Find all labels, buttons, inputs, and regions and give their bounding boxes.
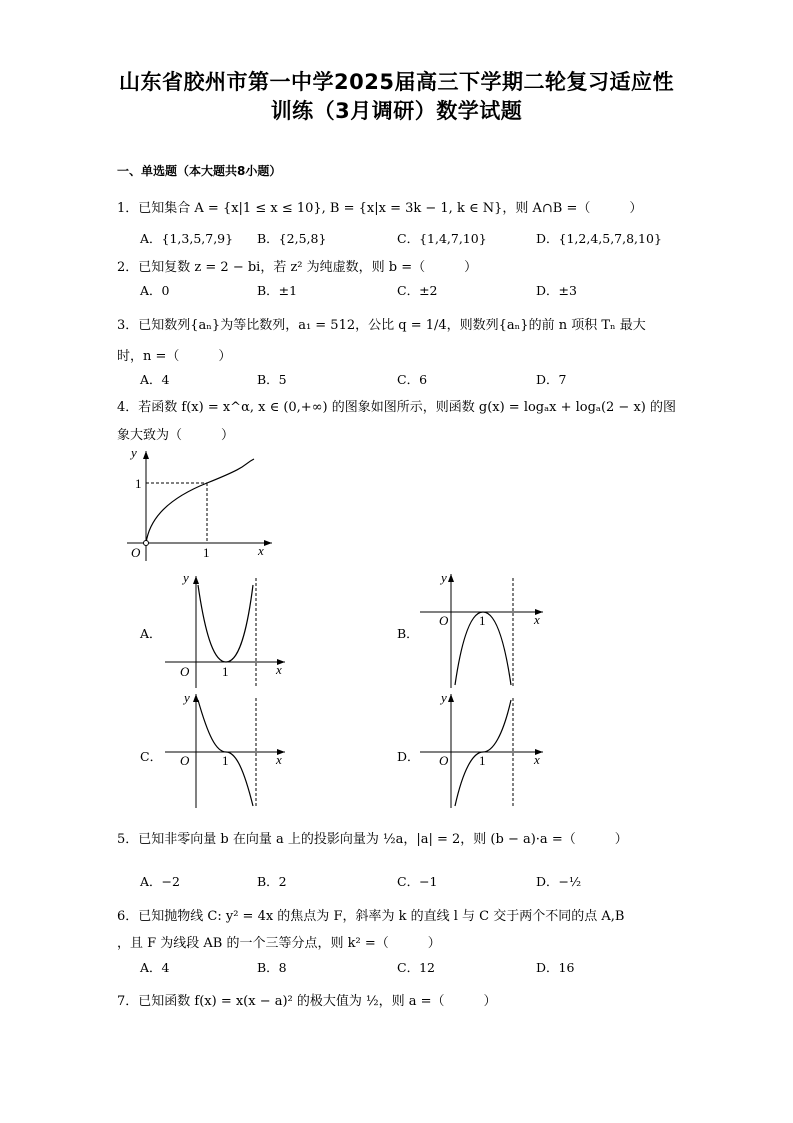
- origin-label: O: [131, 545, 141, 560]
- question-6-stem-line-2: ，且 F 为线段 AB 的一个三等分点，则 k² =（ ）: [117, 936, 441, 951]
- question-3-stem-line-1: 3．已知数列{aₙ}为等比数列，a₁ = 512，公比 q = 1/4，则数列{aₙ}的前 n 项积 Tₙ 最大: [117, 318, 646, 333]
- tick-1: 1: [479, 753, 486, 768]
- tick-1-y: 1: [135, 476, 142, 491]
- open-origin-point: [144, 541, 149, 546]
- tick-1: 1: [222, 753, 229, 768]
- q1-option-a: A．{1,3,5,7,9}: [140, 231, 234, 246]
- y-label: y: [441, 570, 447, 585]
- question-4-stem-line-2: 象大致为（ ）: [117, 428, 235, 443]
- question-3-stem-line-2: 时，n =（ ）: [117, 349, 232, 364]
- question-7-stem: 7．已知函数 f(x) = x(x − a)² 的极大值为 ½，则 a =（ ）: [117, 994, 497, 1009]
- q3-option-b: B．5: [257, 372, 287, 387]
- q6-option-a: A．4: [140, 960, 170, 975]
- y-label: y: [183, 570, 189, 585]
- tick-1: 1: [479, 613, 486, 628]
- q4-option-d: D．: [397, 749, 420, 764]
- q5-option-a: A．−2: [140, 874, 180, 889]
- q3-option-a: A．4: [140, 372, 170, 387]
- q5-option-d: D．−½: [536, 874, 582, 889]
- x-label: x: [534, 612, 540, 627]
- q6-option-c: C．12: [397, 960, 435, 975]
- x-label: x: [534, 752, 540, 767]
- y-label: y: [441, 690, 447, 705]
- origin-label: O: [439, 613, 449, 628]
- origin-label: O: [180, 753, 190, 768]
- y-axis-arrow: [143, 451, 149, 459]
- q2-option-a: A．0: [140, 283, 170, 298]
- y-axis-arrow: [448, 574, 454, 582]
- y-label: y: [184, 690, 190, 705]
- q3-option-d: D．7: [536, 372, 567, 387]
- x-label: x: [276, 662, 282, 677]
- question-1-stem: 1．已知集合 A = {x|1 ≤ x ≤ 10}, B = {x|x = 3k − 1, k ∈ N}，则 A∩B =（ ）: [117, 201, 643, 216]
- q4-option-b: B．: [397, 626, 419, 641]
- origin-label: O: [180, 664, 190, 679]
- q1-option-c: C．{1,4,7,10}: [397, 231, 487, 246]
- x-label: x: [258, 543, 264, 558]
- option-a-graph: [160, 570, 295, 690]
- q2-option-c: C．±2: [397, 283, 438, 298]
- question-6-stem-line-1: 6．已知抛物线 C: y² = 4x 的焦点为 F，斜率为 k 的直线 l 与 C 交于两个不同的点 A,B: [117, 909, 625, 924]
- q6-option-d: D．16: [536, 960, 575, 975]
- y-label: y: [131, 445, 137, 460]
- curve-f: [146, 459, 254, 543]
- q2-option-d: D．±3: [536, 283, 577, 298]
- y-axis-arrow: [193, 576, 199, 584]
- option-c-graph: [160, 690, 295, 810]
- option-d-graph: [415, 690, 550, 810]
- x-axis-arrow: [264, 540, 272, 546]
- given-power-function-graph: [117, 443, 277, 563]
- q1-option-d: D．{1,2,4,5,7,8,10}: [536, 231, 662, 246]
- tick-1: 1: [222, 664, 229, 679]
- q5-option-b: B．2: [257, 874, 287, 889]
- x-label: x: [276, 752, 282, 767]
- option-b-graph: [415, 570, 550, 690]
- curve-a: [198, 585, 253, 662]
- tick-1-x: 1: [203, 545, 210, 560]
- q1-option-b: B．{2,5,8}: [257, 231, 327, 246]
- q2-option-b: B．±1: [257, 283, 298, 298]
- q6-option-b: B．8: [257, 960, 287, 975]
- q5-option-c: C．−1: [397, 874, 438, 889]
- origin-label: O: [439, 753, 449, 768]
- q3-option-c: C．6: [397, 372, 428, 387]
- exam-title-line-1: 山东省胶州市第一中学2025届高三下学期二轮复习适应性: [119, 70, 674, 94]
- y-axis-arrow: [448, 694, 454, 702]
- question-2-stem: 2．已知复数 z = 2 − bi，若 z² 为纯虚数，则 b =（ ）: [117, 260, 478, 275]
- question-5-stem: 5．已知非零向量 b 在向量 a 上的投影向量为 ½a，|a| = 2，则 (b − a)·a =（ ）: [117, 832, 628, 847]
- exam-title-line-2: 训练（3月调研）数学试题: [270, 99, 523, 123]
- section-heading: 一、单选题（本大题共8小题）: [117, 164, 282, 178]
- q4-option-a: A．: [140, 626, 162, 641]
- question-4-stem-line-1: 4．若函数 f(x) = x^α, x ∈ (0,+∞) 的图象如图所示，则函数 g(x) = logₐx + logₐ(2 − x) 的图: [117, 400, 676, 415]
- q4-option-c: C．: [140, 749, 163, 764]
